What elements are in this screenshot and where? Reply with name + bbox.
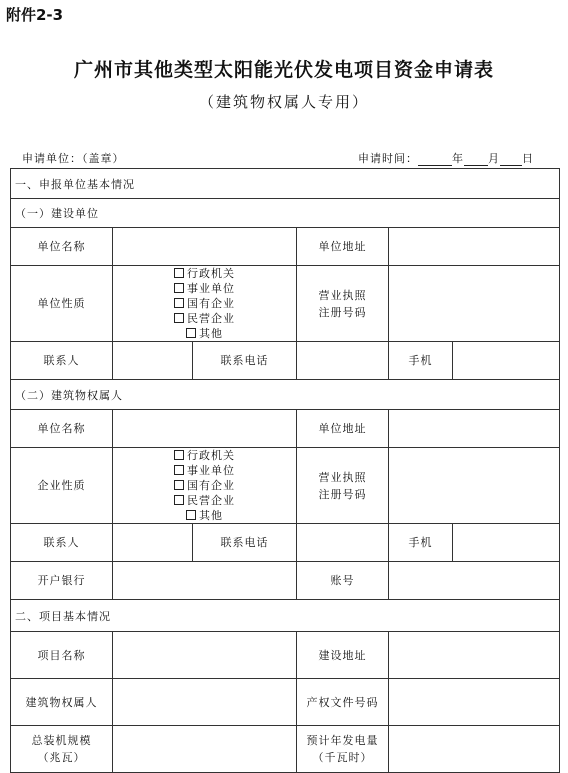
building-owner-field[interactable] bbox=[113, 679, 297, 726]
annual-line1: 预计年发电量 bbox=[306, 734, 379, 747]
property-doc-field[interactable] bbox=[389, 679, 560, 726]
month-blank[interactable] bbox=[464, 154, 488, 166]
checkbox-icon[interactable] bbox=[186, 510, 196, 520]
license-line2: 注册号码 bbox=[318, 305, 367, 319]
owner-unit-name-field[interactable] bbox=[113, 410, 297, 448]
day-blank[interactable] bbox=[500, 154, 522, 166]
contact-phone-label: 联系电话 bbox=[193, 342, 297, 380]
checkbox-icon[interactable] bbox=[174, 313, 184, 323]
month-label: 月 bbox=[488, 152, 500, 165]
form-title: 广州市其他类型太阳能光伏发电项目资金申请表 bbox=[73, 59, 494, 81]
section-row bbox=[11, 169, 560, 199]
checkbox-icon[interactable] bbox=[174, 298, 184, 308]
capacity-line1: 总装机规模 bbox=[31, 734, 92, 747]
date-label: 申请时间： bbox=[358, 152, 418, 165]
account-field[interactable] bbox=[389, 562, 560, 600]
bank-label: 开户银行 bbox=[11, 562, 113, 600]
section-row bbox=[11, 199, 560, 228]
applicant-label: 申请单位：（盖章） bbox=[22, 152, 125, 165]
checkbox-icon[interactable] bbox=[174, 465, 184, 475]
unit-nature-label: 单位性质 bbox=[11, 266, 113, 342]
option-other[interactable] bbox=[157, 508, 253, 523]
option-label: 行政机关 bbox=[187, 267, 235, 280]
table-row bbox=[11, 524, 560, 562]
option-gov[interactable] bbox=[157, 266, 253, 281]
checkbox-icon[interactable] bbox=[186, 328, 196, 338]
unit-address-field[interactable] bbox=[389, 228, 560, 266]
unit-address-label: 单位地址 bbox=[297, 228, 389, 266]
annual-unit: （千瓦时） bbox=[312, 751, 373, 764]
option-label: 行政机关 bbox=[187, 449, 235, 462]
table-row bbox=[11, 342, 560, 380]
option-label: 其他 bbox=[199, 327, 223, 340]
table-row bbox=[11, 562, 560, 600]
option-label: 民营企业 bbox=[187, 494, 235, 507]
table-row bbox=[11, 266, 560, 342]
account-label: 账号 bbox=[297, 562, 389, 600]
application-form-table bbox=[10, 168, 560, 773]
table-row bbox=[11, 726, 560, 773]
section-row bbox=[11, 380, 560, 410]
table-row bbox=[11, 448, 560, 524]
option-label: 国有企业 bbox=[187, 479, 235, 492]
business-license-field[interactable] bbox=[389, 266, 560, 342]
contact-label: 联系人 bbox=[11, 342, 113, 380]
mobile-label: 手机 bbox=[389, 342, 453, 380]
checkbox-icon[interactable] bbox=[174, 268, 184, 278]
option-label: 民营企业 bbox=[187, 312, 235, 325]
checkbox-icon[interactable] bbox=[174, 283, 184, 293]
option-soe[interactable] bbox=[157, 478, 253, 493]
year-blank[interactable] bbox=[418, 154, 452, 166]
unit-nature-options bbox=[113, 266, 297, 342]
contact-phone-field[interactable] bbox=[297, 342, 389, 380]
attachment-number: 附件2-3 bbox=[6, 6, 64, 24]
owner-business-license-label bbox=[297, 448, 389, 524]
checkbox-icon[interactable] bbox=[174, 495, 184, 505]
day-label: 日 bbox=[522, 152, 534, 165]
table-row bbox=[11, 228, 560, 266]
owner-mobile-field[interactable] bbox=[453, 524, 560, 562]
license-line1: 营业执照 bbox=[318, 470, 367, 484]
table-row bbox=[11, 632, 560, 679]
owner-contact-phone-field[interactable] bbox=[297, 524, 389, 562]
total-capacity-field[interactable] bbox=[113, 726, 297, 773]
owner-contact-phone-label: 联系电话 bbox=[193, 524, 297, 562]
business-license-label bbox=[297, 266, 389, 342]
owner-unit-address-field[interactable] bbox=[389, 410, 560, 448]
year-label: 年 bbox=[452, 152, 464, 165]
table-row bbox=[11, 679, 560, 726]
option-label: 事业单位 bbox=[187, 282, 235, 295]
enterprise-nature-label: 企业性质 bbox=[11, 448, 113, 524]
contact-field[interactable] bbox=[113, 342, 193, 380]
section-project-basic: 二、项目基本情况 bbox=[11, 600, 560, 632]
option-label: 事业单位 bbox=[187, 464, 235, 477]
section-applicant-basic: 一、申报单位基本情况 bbox=[11, 169, 560, 199]
option-private[interactable] bbox=[157, 493, 253, 508]
option-other[interactable] bbox=[157, 326, 253, 341]
bank-field[interactable] bbox=[113, 562, 297, 600]
option-label: 其他 bbox=[199, 509, 223, 522]
build-address-label: 建设地址 bbox=[297, 632, 389, 679]
owner-mobile-label: 手机 bbox=[389, 524, 453, 562]
option-inst[interactable] bbox=[157, 463, 253, 478]
section-construction-unit: （一）建设单位 bbox=[11, 199, 560, 228]
table-row bbox=[11, 410, 560, 448]
section-building-owner: （二）建筑物权属人 bbox=[11, 380, 560, 410]
option-gov[interactable] bbox=[157, 448, 253, 463]
project-name-label: 项目名称 bbox=[11, 632, 113, 679]
owner-contact-label: 联系人 bbox=[11, 524, 113, 562]
total-capacity-label bbox=[11, 726, 113, 773]
unit-name-field[interactable] bbox=[113, 228, 297, 266]
property-doc-label: 产权文件号码 bbox=[297, 679, 389, 726]
license-line2: 注册号码 bbox=[318, 487, 367, 501]
option-label: 国有企业 bbox=[187, 297, 235, 310]
enterprise-nature-options bbox=[113, 448, 297, 524]
form-subtitle: （建筑物权属人专用） bbox=[198, 93, 369, 111]
mobile-field[interactable] bbox=[453, 342, 560, 380]
owner-unit-address-label: 单位地址 bbox=[297, 410, 389, 448]
option-private[interactable] bbox=[157, 311, 253, 326]
capacity-unit: （兆瓦） bbox=[37, 751, 86, 764]
annual-generation-label bbox=[297, 726, 389, 773]
building-owner-label: 建筑物权属人 bbox=[11, 679, 113, 726]
build-address-field[interactable] bbox=[389, 632, 560, 679]
application-date bbox=[358, 150, 534, 166]
owner-business-license-field[interactable] bbox=[389, 448, 560, 524]
owner-contact-field[interactable] bbox=[113, 524, 193, 562]
project-name-field[interactable] bbox=[113, 632, 297, 679]
owner-unit-name-label: 单位名称 bbox=[11, 410, 113, 448]
section-row bbox=[11, 600, 560, 632]
option-soe[interactable] bbox=[157, 296, 253, 311]
unit-name-label: 单位名称 bbox=[11, 228, 113, 266]
option-inst[interactable] bbox=[157, 281, 253, 296]
checkbox-icon[interactable] bbox=[174, 480, 184, 490]
checkbox-icon[interactable] bbox=[174, 450, 184, 460]
annual-generation-field[interactable] bbox=[389, 726, 560, 773]
license-line1: 营业执照 bbox=[318, 288, 367, 302]
